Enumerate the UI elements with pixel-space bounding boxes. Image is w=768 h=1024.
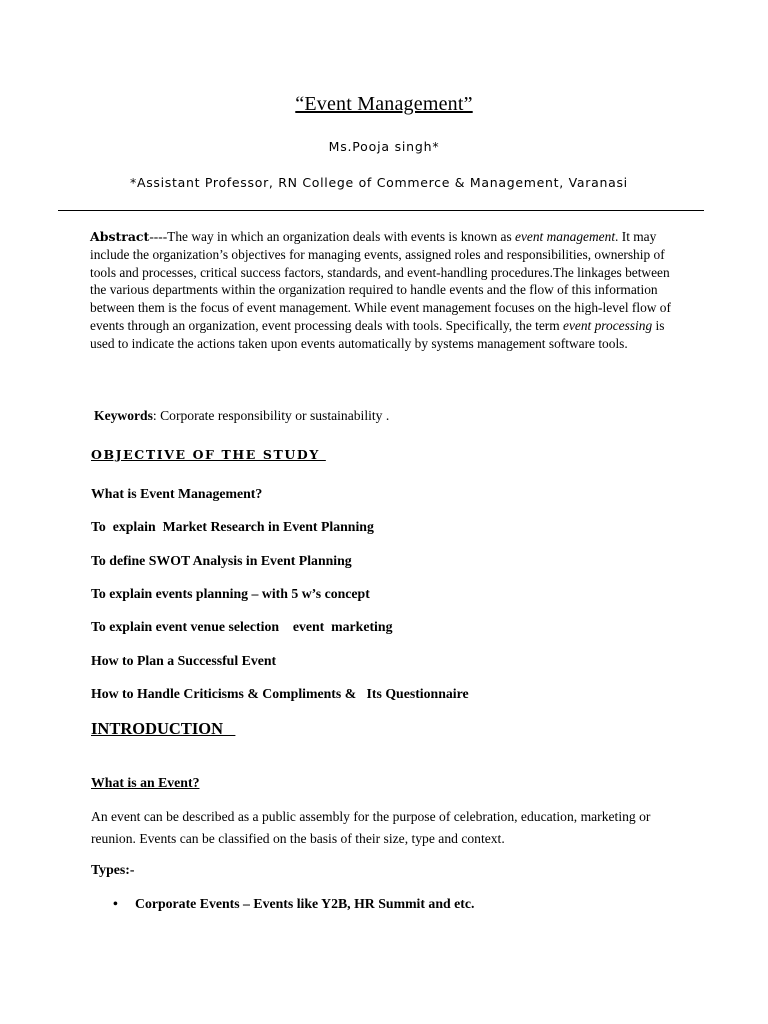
abstract-emphasis-2: event processing bbox=[563, 317, 653, 333]
objective-heading: OBJECTIVE OF THE STUDY bbox=[91, 447, 326, 462]
keywords-text: : Corporate responsibility or sustainability . bbox=[152, 408, 390, 423]
objective-item: To define SWOT Analysis in Event Planning bbox=[91, 553, 352, 568]
objective-item: To explain event venue selection event marketing bbox=[91, 619, 393, 634]
abstract-paragraph bbox=[90, 228, 680, 353]
abstract-label: Abstract bbox=[90, 229, 150, 244]
author-name: Ms.Pooja singh* bbox=[328, 139, 440, 154]
objective-item: What is Event Management? bbox=[91, 486, 263, 501]
introduction-heading: INTRODUCTION bbox=[91, 719, 236, 738]
section-subheading: What is an Event? bbox=[91, 775, 200, 790]
list-item bbox=[113, 896, 474, 912]
abstract-emphasis-1: event management bbox=[515, 229, 616, 244]
bullet-icon: • bbox=[113, 896, 118, 911]
objective-item: To explain events planning – with 5 w’s concept bbox=[91, 586, 370, 601]
objective-item: To explain Market Research in Event Planning bbox=[91, 519, 374, 534]
objective-item: How to Plan a Successful Event bbox=[91, 653, 277, 668]
types-label: Types:- bbox=[91, 862, 135, 877]
objective-item: How to Handle Criticisms & Compliments & Its Questionnaire bbox=[91, 686, 469, 701]
introduction-paragraph: An event can be described as a public assembly for the purpose of celebration, education, marketing or reunion. Events can be classified on the basis of their size, type and context. bbox=[91, 809, 651, 846]
keywords-label: Keywords bbox=[94, 408, 153, 423]
abstract-dashes: ---- bbox=[149, 229, 168, 244]
abstract-text-2: . It may include the organization’s objectives for managing events, assigned roles and responsibilities, ownership of tools and processes, critical success factors, standards, and event-handling procedures.The linkages between the various departments within the organization required to handle events and the flow of this information between them is the focus of event management. While event management focuses on the high-level flow of events through an organization, event processing deals with tools. Specifically, the term bbox=[90, 229, 671, 333]
author-affiliation: *Assistant Professor, RN College of Commerce & Management, Varanasi bbox=[130, 175, 628, 190]
paper-title: “Event Management” bbox=[295, 93, 473, 115]
keywords-line bbox=[94, 408, 694, 424]
abstract-text-1: The way in which an organization deals with events is known as bbox=[167, 229, 516, 244]
list-item-text: Corporate Events – Events like Y2B, HR Summit and etc. bbox=[135, 896, 475, 911]
abstract-text-3: is used to indicate the actions taken upon events automatically by systems management software tools. bbox=[90, 317, 665, 351]
header-divider bbox=[58, 210, 704, 211]
